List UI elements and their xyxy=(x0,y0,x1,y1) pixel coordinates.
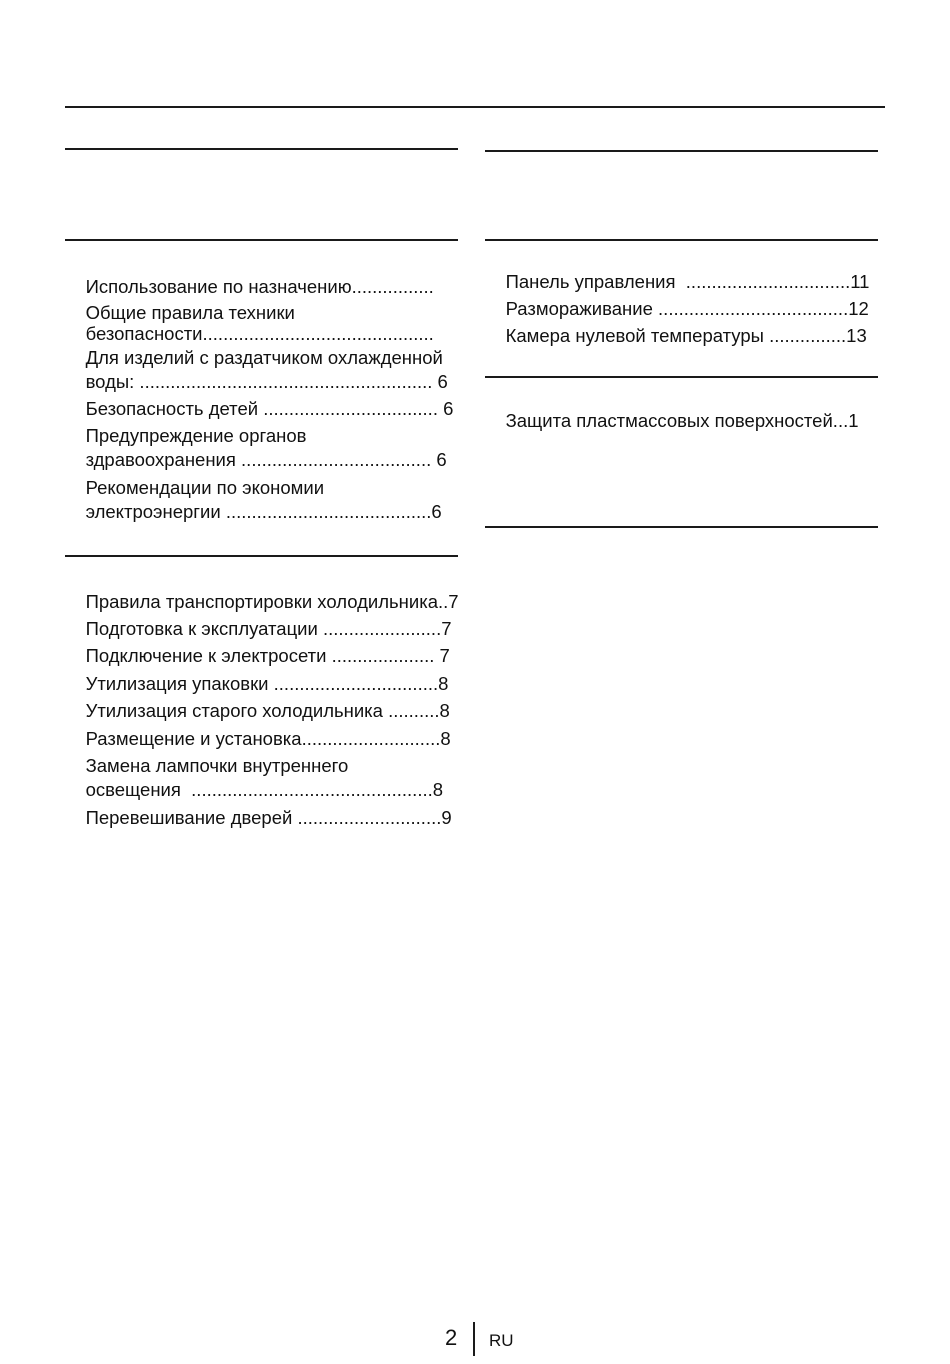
toc-entry-text: Камера нулевой температуры ...............13 xyxy=(505,325,867,346)
top-rule xyxy=(65,106,885,108)
toc-entry-text: Защита пластмассовых поверхностей...1 xyxy=(505,410,859,431)
left-section1-rule xyxy=(65,239,458,241)
toc-entry xyxy=(65,782,452,854)
toc-entry-text: Утилизация упаковки ................................8 xyxy=(85,673,449,694)
toc-entry-text: Общие правила техники xyxy=(85,302,295,323)
toc-entry-text: безопасности............................................. xyxy=(85,323,434,344)
toc-entry-text: Подключение к электросети .................... 7 xyxy=(85,645,450,666)
left-section2-rule xyxy=(65,555,458,557)
toc-entry-text: здравоохранения ..................................... 6 xyxy=(85,449,447,470)
page-number: 2 xyxy=(445,1325,458,1350)
toc-entry-text: электроэнергии ........................................6 xyxy=(85,501,442,522)
toc-entry-text: освещения ...............................................8 xyxy=(85,779,444,800)
toc-entry-text: Безопасность детей .................................. 6 xyxy=(85,398,454,419)
toc-entry xyxy=(485,385,859,457)
toc-entry-continued xyxy=(65,476,442,548)
language-code: RU xyxy=(489,1331,514,1350)
toc-entry-text: Размещение и установка...........................8 xyxy=(85,728,451,749)
right-section1-rule xyxy=(485,239,878,241)
toc-entry-text: Размораживание .....................................12 xyxy=(505,298,869,319)
toc-entry-text: Рекомендации по экономии xyxy=(85,477,325,498)
toc-entry-text: Панель управления ................................11 xyxy=(505,271,870,292)
toc-entry-text: воды: ......................................................... 6 xyxy=(85,371,448,392)
toc-entry-text: Подготовка к эксплуатации .......................7 xyxy=(85,618,452,639)
toc-entry-text: Для изделий с раздатчиком охлажденной xyxy=(85,347,443,368)
toc-entry-text: Перевешивание дверей ............................9 xyxy=(85,807,452,828)
toc-entry-text: Замена лампочки внутреннего xyxy=(85,755,349,776)
right-section2-rule xyxy=(485,376,878,378)
toc-entry-text: Утилизация старого холодильника ..........8 xyxy=(85,700,450,721)
footer-divider xyxy=(473,1322,475,1356)
toc-entry xyxy=(485,300,867,372)
left-header-rule xyxy=(65,148,458,150)
toc-entry-text: Предупреждение органов xyxy=(85,425,307,446)
right-header-rule xyxy=(485,150,878,152)
right-section3-rule xyxy=(485,526,878,528)
toc-entry-text: Использование по назначению................ xyxy=(85,276,434,297)
toc-entry-text: Правила транспортировки холодильника..7 xyxy=(85,591,459,612)
